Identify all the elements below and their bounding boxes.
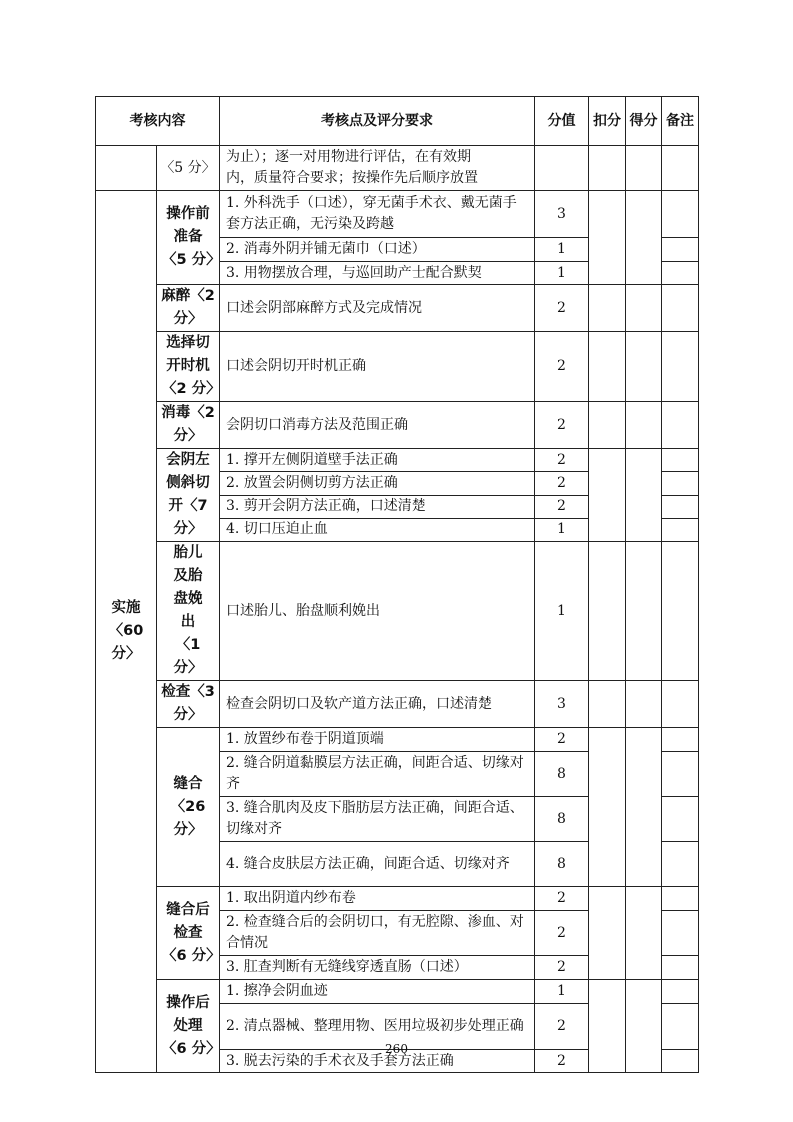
note-cell <box>662 262 699 285</box>
category-cell <box>157 887 220 980</box>
continued-main-cell <box>96 146 157 191</box>
item-description: 3. 肛查判断有无缝线穿透直肠（口述） <box>220 956 535 980</box>
continued-desc-line1: 为止）；逐一对用物进行评估，在有效期 <box>226 149 471 165</box>
item-score: 2 <box>535 1004 589 1050</box>
category-cell <box>157 402 220 449</box>
get-cell <box>626 980 662 1073</box>
category-cell <box>157 191 220 285</box>
header-deduct: 扣分 <box>589 97 626 146</box>
item-description: 口述会阴部麻醉方式及完成情况 <box>220 285 535 332</box>
item-score: 8 <box>535 752 589 797</box>
category-label: 操作后处理〈6 分〉 <box>162 994 221 1057</box>
note-cell <box>662 518 699 541</box>
item-score: 2 <box>535 332 589 402</box>
table-row <box>96 402 699 449</box>
get-cell <box>626 146 662 191</box>
deduct-cell <box>589 285 626 332</box>
get-cell <box>626 681 662 728</box>
get-cell <box>626 887 662 980</box>
category-cell <box>157 681 220 728</box>
item-description: 4. 缝合皮肤层方法正确，间距合适、切缘对齐 <box>220 842 535 887</box>
item-description: 口述胎儿、胎盘顺利娩出 <box>220 542 535 681</box>
page-number: 260 <box>385 1042 408 1056</box>
note-cell <box>662 797 699 842</box>
item-description: 3. 用物摆放合理，与巡回助产士配合默契 <box>220 262 535 285</box>
note-cell <box>662 980 699 1004</box>
table-row <box>96 542 699 681</box>
score-cell <box>535 146 589 191</box>
table-row <box>96 449 699 472</box>
note-cell <box>662 238 699 262</box>
category-label: 缝合〈26 分〉 <box>170 775 206 838</box>
note-cell <box>662 332 699 402</box>
deduct-cell <box>589 542 626 681</box>
header-content: 考核内容 <box>96 97 220 146</box>
deduct-cell <box>589 728 626 887</box>
deduct-cell <box>589 332 626 402</box>
assessment-table <box>95 96 699 1073</box>
item-score: 2 <box>535 887 589 911</box>
note-cell <box>662 402 699 449</box>
header-get: 得分 <box>626 97 662 146</box>
item-description: 2. 检查缝合后的会阴切口，有无腔隙、渗血、对合情况 <box>220 911 535 956</box>
note-cell <box>662 472 699 495</box>
deduct-cell <box>589 191 626 285</box>
item-score: 1 <box>535 980 589 1004</box>
item-description: 3. 剪开会阴方法正确，口述清楚 <box>220 495 535 518</box>
category-cell <box>157 542 220 681</box>
item-score: 2 <box>535 911 589 956</box>
note-cell <box>662 146 699 191</box>
item-description: 2. 消毒外阴并铺无菌巾（口述） <box>220 238 535 262</box>
deduct-cell <box>589 449 626 542</box>
item-score: 8 <box>535 842 589 887</box>
note-cell <box>662 681 699 728</box>
main-category-cell <box>96 191 157 1073</box>
item-description: 3. 脱去污染的手术衣及手套方法正确 <box>220 1050 535 1073</box>
category-label: 麻醉〈2 分〉 <box>161 288 215 327</box>
item-score: 2 <box>535 1050 589 1073</box>
deduct-cell <box>589 402 626 449</box>
category-cell <box>157 332 220 402</box>
category-label: 操作前准备〈5 分〉 <box>162 206 221 268</box>
get-cell <box>626 449 662 542</box>
continued-desc-line2: 内，质量符合要求；按操作先后顺序放置 <box>226 170 478 186</box>
item-description: 2. 放置会阴侧切剪方法正确 <box>220 472 535 495</box>
item-description: 1. 外科洗手（口述），穿无菌手术衣、戴无菌手套方法正确，无污染及跨越 <box>220 191 535 238</box>
header-note: 备注 <box>662 97 699 146</box>
continued-desc <box>220 146 535 191</box>
item-description: 1. 放置纱布卷于阴道顶端 <box>220 728 535 752</box>
category-cell <box>157 728 220 887</box>
table-row <box>96 980 699 1004</box>
note-cell <box>662 449 699 472</box>
get-cell <box>626 402 662 449</box>
category-label: 缝合后检查〈6 分〉 <box>162 901 221 964</box>
item-description: 4. 切口压迫止血 <box>220 518 535 541</box>
category-label: 检查〈3 分〉 <box>161 684 215 723</box>
continued-sub: 〈5 分〉 <box>157 146 220 191</box>
item-score: 1 <box>535 518 589 541</box>
item-description: 3. 缝合肌肉及皮下脂肪层方法正确，间距合适、切缘对齐 <box>220 797 535 842</box>
note-cell <box>662 887 699 911</box>
note-cell <box>662 285 699 332</box>
item-score: 2 <box>535 449 589 472</box>
item-description: 1. 取出阴道内纱布卷 <box>220 887 535 911</box>
item-score: 2 <box>535 472 589 495</box>
category-label: 会阴左侧斜切开〈7 分〉 <box>166 452 210 537</box>
item-description: 1. 撑开左侧阴道壁手法正确 <box>220 449 535 472</box>
note-cell <box>662 495 699 518</box>
table-row <box>96 191 699 238</box>
item-score: 1 <box>535 238 589 262</box>
category-label: 胎儿及胎盘娩出〈1 分〉 <box>173 545 203 676</box>
item-score: 3 <box>535 191 589 238</box>
header-score: 分值 <box>535 97 589 146</box>
item-description: 口述会阴切开时机正确 <box>220 332 535 402</box>
item-score: 2 <box>535 728 589 752</box>
note-cell <box>662 728 699 752</box>
get-cell <box>626 728 662 887</box>
deduct-cell <box>589 980 626 1073</box>
item-score: 8 <box>535 797 589 842</box>
item-score: 2 <box>535 495 589 518</box>
note-cell <box>662 911 699 956</box>
get-cell <box>626 332 662 402</box>
note-cell <box>662 191 699 238</box>
category-label: 消毒〈2 分〉 <box>161 405 215 444</box>
get-cell <box>626 285 662 332</box>
item-score: 1 <box>535 542 589 681</box>
note-cell <box>662 752 699 797</box>
table-row <box>96 681 699 728</box>
item-score: 3 <box>535 681 589 728</box>
get-cell <box>626 542 662 681</box>
header-points: 考核点及评分要求 <box>220 97 535 146</box>
item-description: 检查会阴切口及软产道方法正确，口述清楚 <box>220 681 535 728</box>
header-row <box>96 97 699 146</box>
item-description: 会阴切口消毒方法及范围正确 <box>220 402 535 449</box>
deduct-cell <box>589 681 626 728</box>
category-cell <box>157 980 220 1073</box>
continued-row <box>96 146 699 191</box>
item-description: 2. 缝合阴道黏膜层方法正确，间距合适、切缘对齐 <box>220 752 535 797</box>
get-cell <box>626 191 662 285</box>
item-score: 2 <box>535 285 589 332</box>
item-score: 2 <box>535 402 589 449</box>
table-row <box>96 728 699 752</box>
deduct-cell <box>589 146 626 191</box>
note-cell <box>662 956 699 980</box>
category-cell <box>157 449 220 542</box>
category-label: 选择切开时机〈2 分〉 <box>162 335 221 397</box>
main-category: 实施〈60分〉 <box>108 600 144 662</box>
table-row <box>96 285 699 332</box>
category-cell <box>157 285 220 332</box>
deduct-cell <box>589 887 626 980</box>
item-description: 2. 清点器械、整理用物、医用垃圾初步处理正确 <box>220 1004 535 1050</box>
table-row <box>96 887 699 911</box>
item-description: 1. 擦净会阴血迹 <box>220 980 535 1004</box>
item-score: 1 <box>535 262 589 285</box>
note-cell <box>662 842 699 887</box>
note-cell <box>662 542 699 681</box>
table-row <box>96 332 699 402</box>
item-score: 2 <box>535 956 589 980</box>
